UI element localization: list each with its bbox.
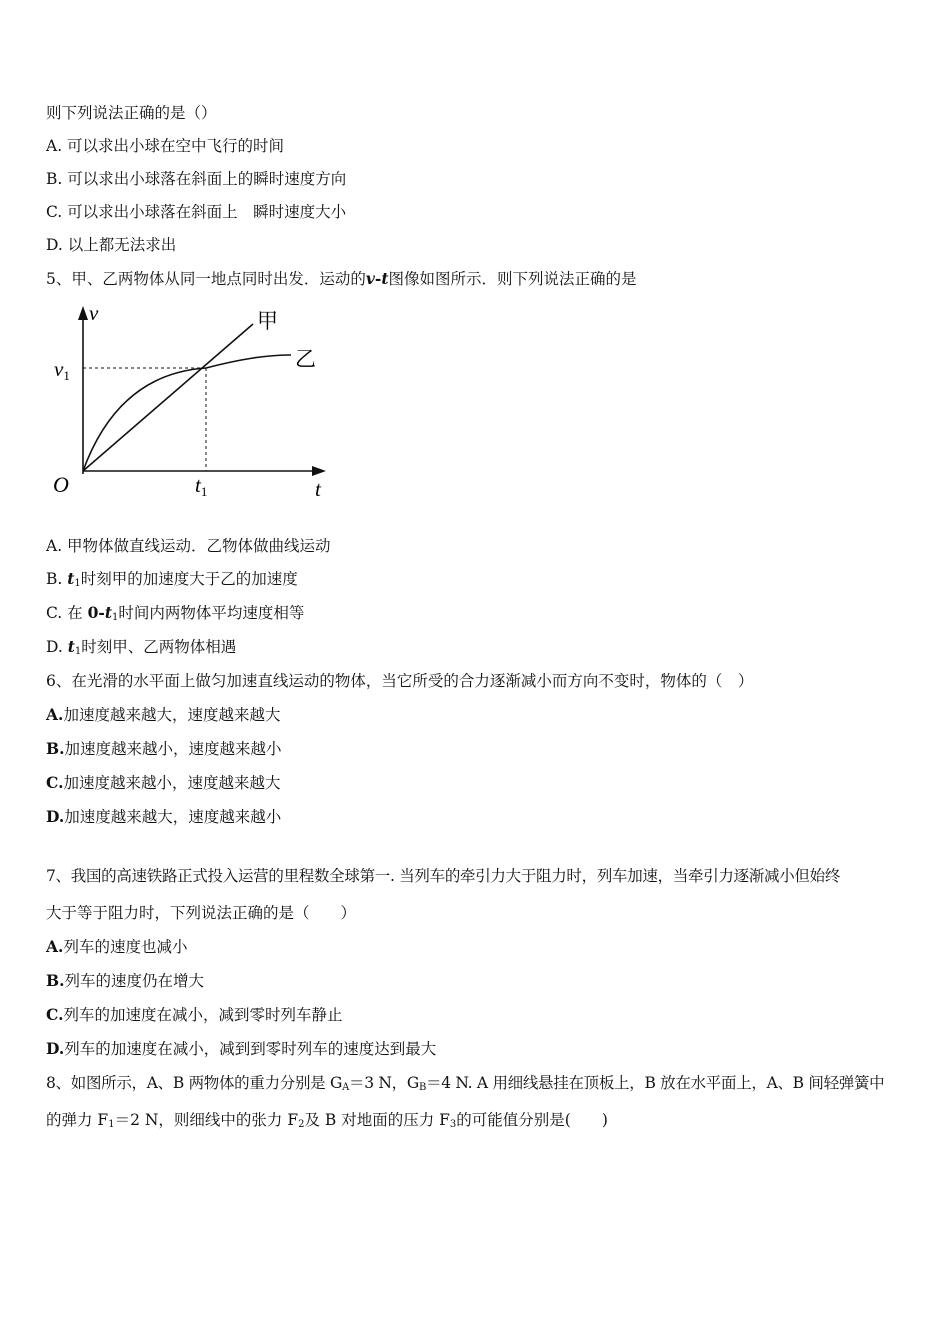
- label-jia: 甲: [257, 309, 278, 333]
- q5-stem-dash: -: [374, 269, 382, 288]
- q8-l2-sub-1: 1: [108, 1119, 115, 1130]
- q7-option-b-text: 列车的速度仍在增大: [64, 972, 205, 990]
- q6-option-a: [46, 705, 280, 725]
- q5-stem-v: v: [365, 269, 375, 288]
- q6-option-d-text: 加速度越来越大，速度越来越小: [64, 808, 282, 826]
- label-yi: 乙: [295, 347, 316, 371]
- q5-number: 5、: [46, 270, 72, 288]
- q5-option-c-pre: C. 在: [46, 604, 88, 622]
- q4-option-c: C. 可以求出小球落在斜面上 瞬时速度大小: [46, 203, 347, 221]
- q7-option-b: [46, 971, 204, 991]
- q5-option-a: A. 甲物体做直线运动．乙物体做曲线运动: [46, 537, 331, 555]
- q7-stem-line-1: 7、我国的高速铁路正式投入运营的里程数全球第一. 当列车的牵引力大于阻力时，列车加速，当牵引力逐渐减小但始终: [46, 867, 841, 885]
- t-axis-arrow: [312, 466, 326, 476]
- q5-option-d-post: 时刻甲、乙两物体相遇: [81, 638, 237, 656]
- q8-l2-d: 的可能值分别是( ): [456, 1111, 608, 1129]
- t-axis-label: t: [315, 477, 321, 501]
- q6-option-b: [46, 739, 282, 759]
- q6-option-b-letter: B.: [46, 739, 65, 758]
- q6-option-c: [46, 773, 280, 793]
- q7-option-d: [46, 1039, 436, 1059]
- t1-label: [195, 473, 207, 499]
- q8-l1-c: ＝4 N. A 用细线悬挂在顶板上，B 放在水平面上，A、B 间轻弹簧中: [426, 1074, 885, 1092]
- q5-option-d-t: t: [67, 637, 75, 656]
- q7-option-a: [46, 937, 187, 957]
- line-jia: [83, 324, 253, 471]
- q5-option-c: [46, 603, 304, 623]
- q8-stem-line-2: [46, 1110, 608, 1130]
- q5-option-b-sub: 1: [74, 578, 81, 589]
- q6-option-d: [46, 807, 281, 827]
- q6-option-c-text: 加速度越来越小，速度越来越大: [63, 774, 281, 792]
- q6-option-d-letter: D.: [46, 807, 65, 826]
- q8-l2-sub-2: 2: [298, 1119, 305, 1130]
- q5-option-c-zero: 0-: [87, 603, 105, 622]
- q8-l1-a: 8、如图所示，A、B 两物体的重力分别是 G: [46, 1074, 343, 1092]
- q7-option-a-letter: A.: [46, 937, 64, 956]
- q5-option-d: [46, 637, 236, 657]
- q6-option-a-letter: A.: [46, 705, 64, 724]
- q7-option-a-text: 列车的速度也减小: [63, 938, 188, 956]
- q5-stem-b: 图像如图所示．则下列说法正确的是: [388, 270, 637, 288]
- q5-stem: [46, 269, 637, 289]
- q7-option-d-letter: D.: [46, 1039, 65, 1058]
- q4-stem: 则下列说法正确的是（）: [46, 104, 217, 122]
- v1-label: [54, 357, 70, 383]
- q5-option-b-post: 时刻甲的加速度大于乙的加速度: [80, 570, 298, 588]
- q8-l2-c: 及 B 对地面的压力 F: [304, 1111, 450, 1129]
- q5-stem-a: 甲、乙两物体从同一地点同时出发．运动的: [71, 270, 366, 288]
- curve-yi: [83, 355, 291, 471]
- vt-graph: [46, 300, 336, 505]
- q5-option-d-pre: D.: [46, 638, 68, 656]
- q5-option-b-t: t: [67, 569, 75, 588]
- q5-option-b-pre: B.: [46, 570, 68, 588]
- q6-option-c-letter: C.: [46, 773, 64, 792]
- q6-stem: 6、在光滑的水平面上做匀加速直线运动的物体，当它所受的合力逐渐减小而方向不变时，物体的（ ）: [46, 672, 754, 690]
- v1-v: v: [54, 357, 64, 381]
- q8-l1-sub-b: B: [418, 1082, 427, 1093]
- v-axis-label: v: [89, 301, 99, 325]
- q5-option-c-sub: 1: [111, 612, 119, 623]
- q5-option-c-t: t: [104, 603, 112, 622]
- q7-option-c-text: 列车的加速度在减小，减到零时列车静止: [63, 1006, 343, 1024]
- q5-option-b: [46, 569, 298, 589]
- q8-l2-sub-3: 3: [449, 1119, 457, 1130]
- q8-l1-sub-a: A: [342, 1082, 350, 1093]
- q7-option-d-text: 列车的加速度在减小，减到到零时列车的速度达到最大: [64, 1040, 437, 1058]
- q7-option-c-letter: C.: [46, 1005, 64, 1024]
- q8-l2-a: 的弹力 F: [46, 1111, 109, 1129]
- q7-option-c: [46, 1005, 342, 1025]
- v-axis-arrow: [78, 306, 88, 320]
- q8-stem-line-1: [46, 1073, 884, 1093]
- t1-sub: 1: [200, 484, 208, 499]
- q4-option-a: A. 可以求出小球在空中飞行的时间: [46, 137, 285, 155]
- q5-option-c-post: 时间内两物体平均速度相等: [118, 604, 305, 622]
- q7-stem-line-2: 大于等于阻力时，下列说法正确的是（ ）: [46, 904, 357, 922]
- q8-l2-b: ＝2 N，则细线中的张力 F: [114, 1111, 299, 1129]
- q5-stem-t: t: [381, 269, 389, 288]
- q4-option-b: B. 可以求出小球落在斜面上的瞬时速度方向: [46, 170, 347, 188]
- q4-option-d: D. 以上都无法求出: [46, 236, 177, 254]
- q6-option-a-text: 加速度越来越大，速度越来越大: [63, 706, 281, 724]
- origin-label: O: [53, 472, 69, 497]
- q7-option-b-letter: B.: [46, 971, 65, 990]
- v1-sub: 1: [63, 368, 70, 383]
- q5-option-d-sub: 1: [74, 646, 82, 657]
- t1-t: t: [195, 473, 201, 497]
- q8-l1-b: ＝3 N，G: [349, 1074, 419, 1092]
- q6-option-b-text: 加速度越来越小，速度越来越小: [64, 740, 282, 758]
